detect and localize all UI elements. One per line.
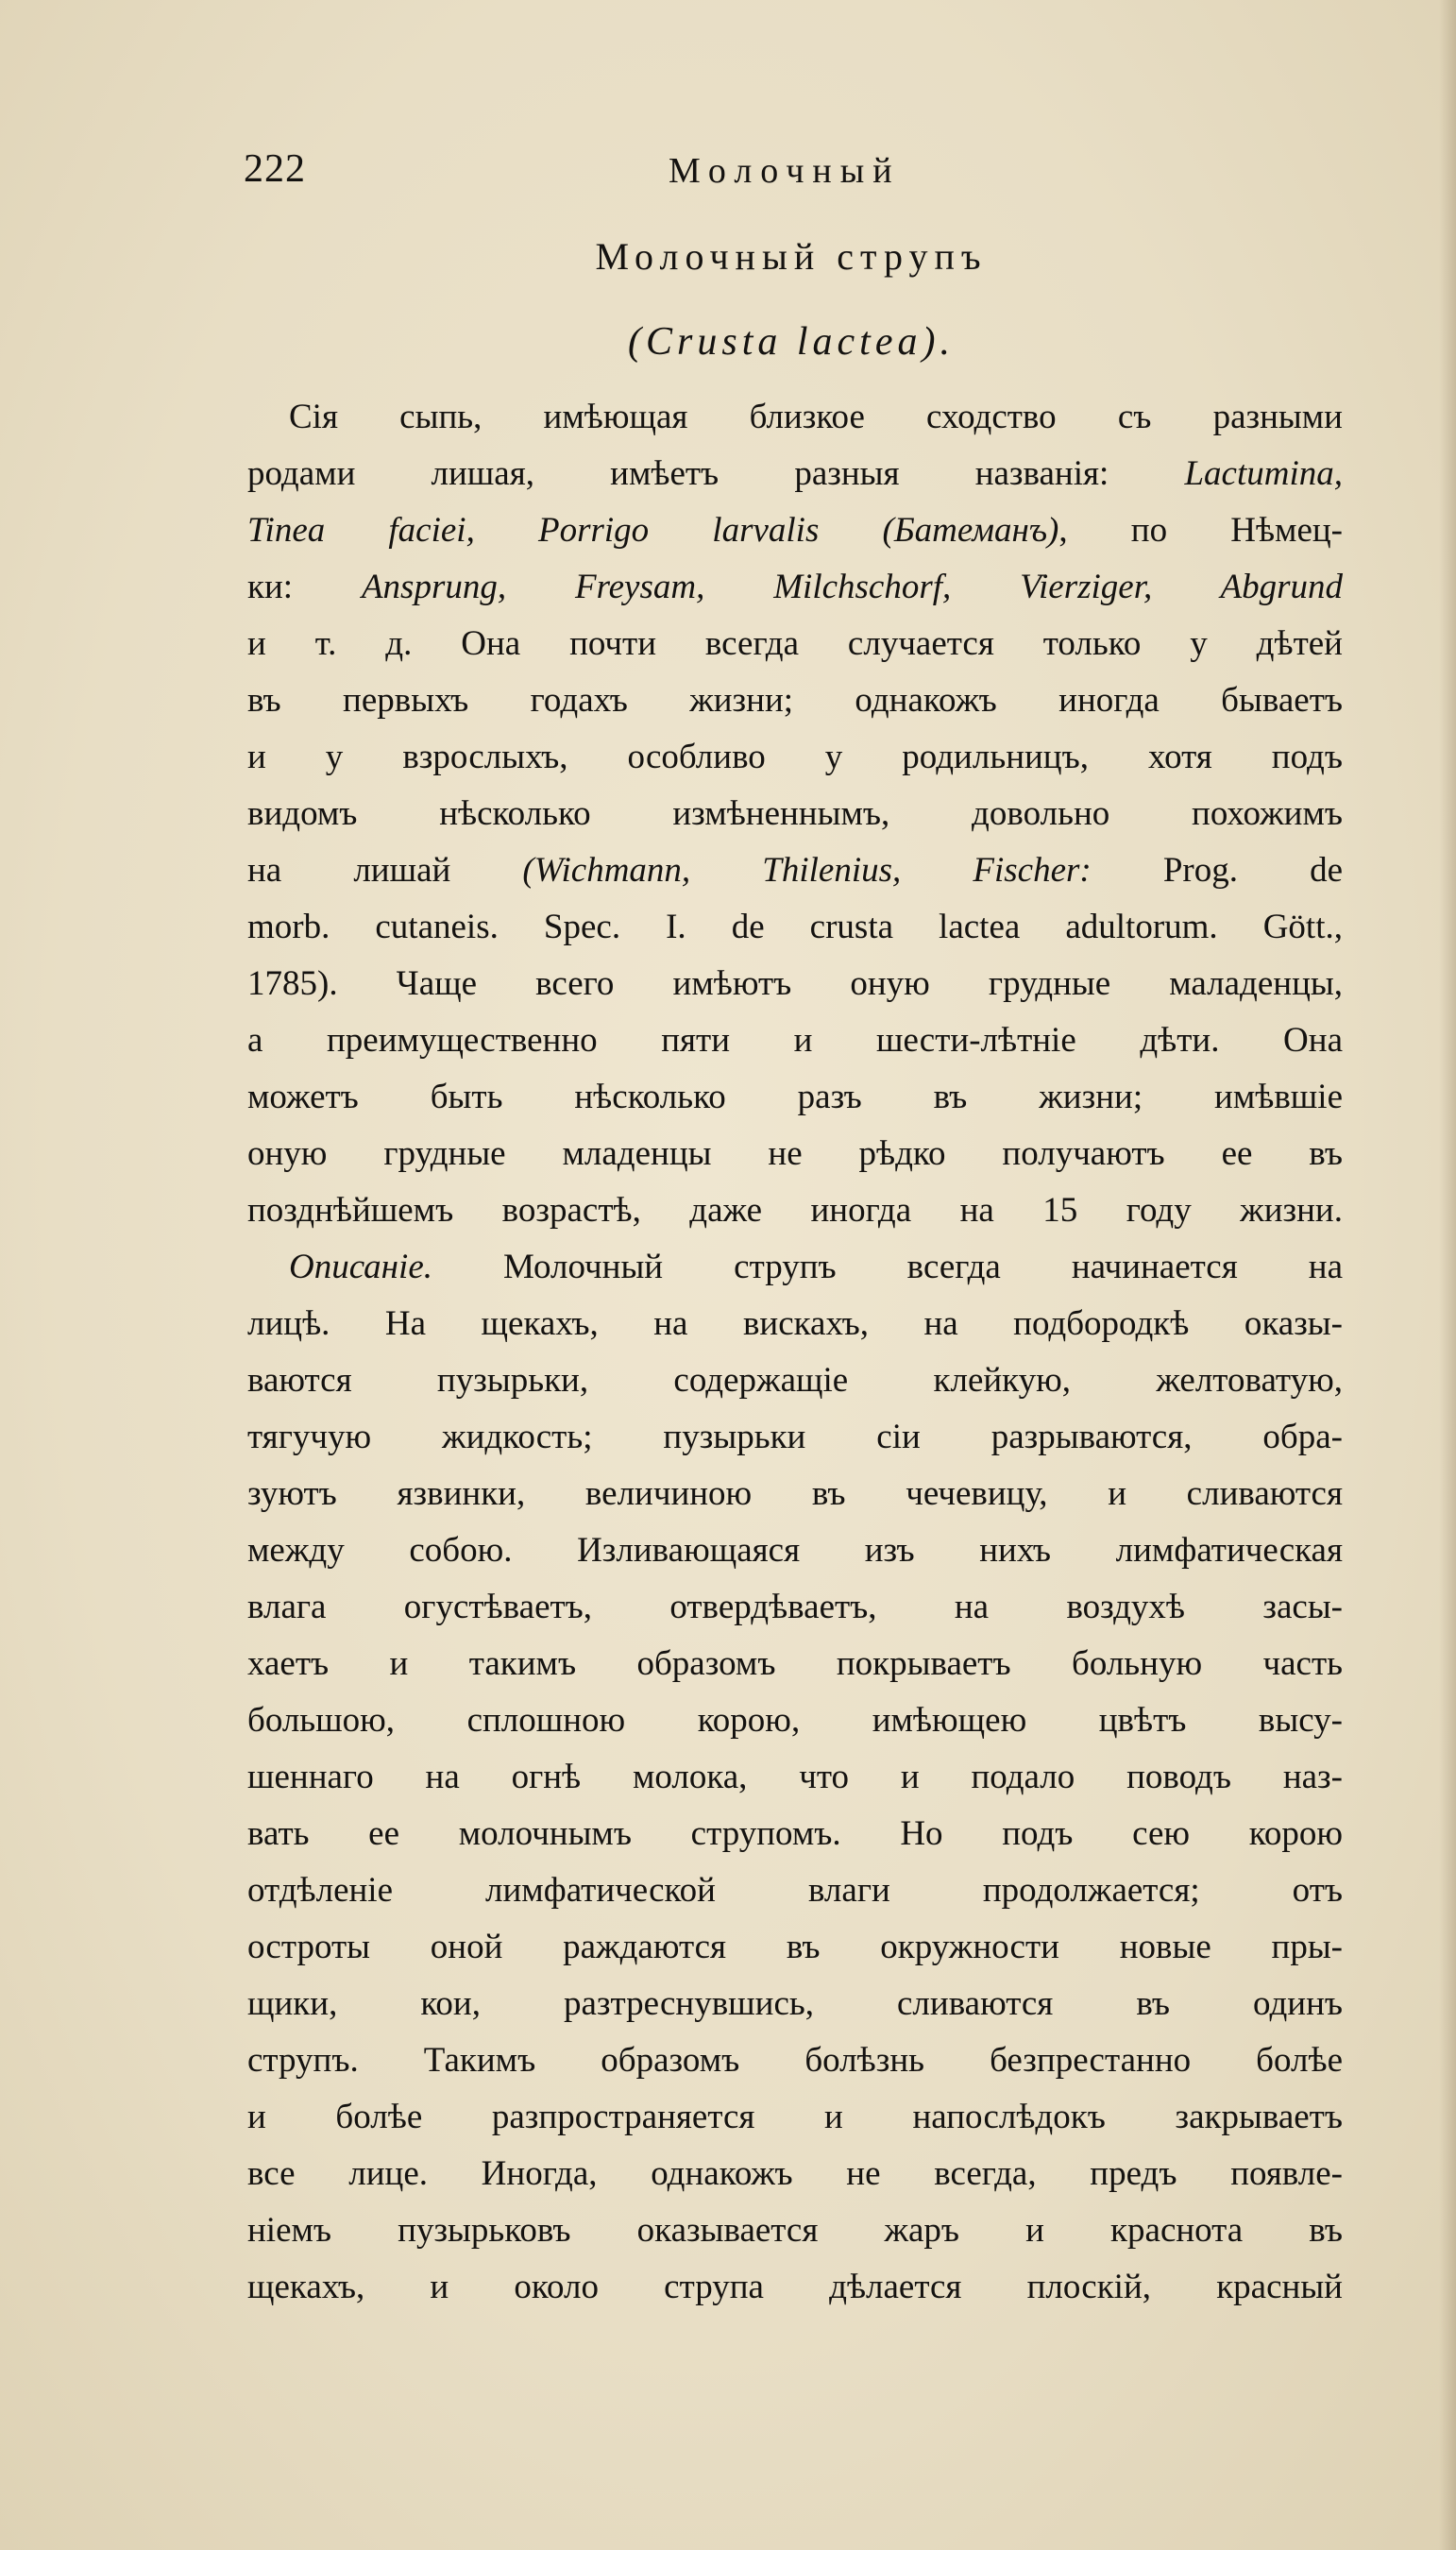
text-line: [247, 2032, 1343, 2089]
text-segment: тягучую жидкость; пузырьки сіи разрываются, обра-: [247, 1418, 1343, 1456]
text-segment: позднѣйшемъ возрастѣ, даже иногда на 15 году жизни.: [247, 1191, 1343, 1230]
text-line: [247, 1466, 1343, 1522]
text-line: [247, 1976, 1343, 2032]
text-segment: въ первыхъ годахъ жизни; однакожъ иногда бываетъ: [247, 681, 1343, 720]
text-segment: morb. cutaneis. Spec. I. de crusta lactea adultorum. Gött.,: [247, 908, 1343, 946]
text-segment: большою, сплошною корою, имѣющею цвѣтъ высу-: [247, 1701, 1343, 1740]
text-segment: и болѣе разпространяется и напослѣдокъ закрываетъ: [247, 2098, 1343, 2136]
text-segment: оную грудные младенцы не рѣдко получаютъ ее въ: [247, 1134, 1343, 1173]
text-segment: остроты оной раждаются въ окружности новые пры-: [247, 1928, 1343, 1966]
italic-text-segment: (Wichmann, Thilenius, Fischer:: [522, 851, 1092, 890]
text-line: [247, 2259, 1343, 2316]
text-line: [247, 1692, 1343, 1749]
text-line: [247, 389, 1343, 446]
text-segment: зуютъ язвинки, величиною въ чечевицу, и сливаются: [247, 1474, 1343, 1513]
text-line: [247, 446, 1343, 502]
text-segment: щекахъ, и около струпа дѣлается плоскій, красный: [247, 2268, 1343, 2306]
text-line: [247, 786, 1343, 842]
text-segment: а преимущественно пяти и шести-лѣтніе дѣти. Она: [247, 1021, 1343, 1060]
text-line: [247, 1069, 1343, 1126]
text-segment: отдѣленіе лимфатической влаги продолжается; отъ: [247, 1871, 1343, 1910]
text-segment: струпъ. Такимъ образомъ болѣзнь безпрестанно болѣе: [247, 2041, 1343, 2080]
text-line: [247, 1636, 1343, 1692]
body-text: [247, 389, 1343, 2316]
section-subtitle: (Crusta lactea).: [628, 320, 955, 364]
text-line: [247, 1239, 1343, 1296]
text-line: [247, 672, 1343, 729]
text-segment: на лишай: [247, 851, 523, 890]
text-line: [247, 1409, 1343, 1466]
text-line: [247, 842, 1343, 899]
text-line: [247, 2089, 1343, 2146]
text-line: [247, 899, 1343, 956]
text-line: [247, 1012, 1343, 1069]
text-segment: родами лишая, имѣетъ разныя названія:: [247, 454, 1185, 493]
section-title: Молочный струпъ: [595, 235, 988, 278]
page-number: 222: [244, 147, 306, 191]
text-line: [247, 502, 1343, 559]
text-segment: Молочный струпъ всегда начинается на: [432, 1248, 1343, 1286]
text-segment: хаетъ и такимъ образомъ покрываетъ больную часть: [247, 1644, 1343, 1683]
text-segment: щики, кои, разтреснувшись, сливаются въ одинъ: [247, 1984, 1343, 2023]
italic-text-segment: Lactumina,: [1184, 454, 1343, 493]
italic-text-segment: Описаніе.: [289, 1248, 432, 1286]
text-line: [247, 1806, 1343, 1862]
text-segment: ніемъ пузырьковъ оказывается жаръ и краснота въ: [247, 2211, 1343, 2250]
running-head: Молочный: [669, 151, 901, 191]
text-line: [247, 559, 1343, 616]
text-line: [247, 1296, 1343, 1352]
text-line: [247, 1862, 1343, 1919]
text-segment: Сія сыпь, имѣющая близкое сходство съ разными: [289, 398, 1343, 436]
page-edge-shadow: [1439, 0, 1456, 2550]
text-line: [247, 2202, 1343, 2259]
page-header: [244, 146, 1339, 203]
text-segment: ваются пузырьки, содержащіе клейкую, желтоватую,: [247, 1361, 1343, 1400]
text-segment: влага огустѣваетъ, отвердѣваетъ, на воздухѣ засы-: [247, 1588, 1343, 1626]
text-line: [247, 956, 1343, 1012]
text-line: [247, 1579, 1343, 1636]
text-line: [247, 1126, 1343, 1182]
text-line: [247, 616, 1343, 672]
text-segment: и у взрослыхъ, особливо у родильницъ, хотя подъ: [247, 738, 1343, 776]
text-line: [247, 1919, 1343, 1976]
text-segment: можетъ быть нѣсколько разъ въ жизни; имѣвшіе: [247, 1078, 1343, 1116]
text-line: [247, 2146, 1343, 2202]
text-segment: 1785). Чаще всего имѣютъ оную грудные маладенцы,: [247, 964, 1343, 1003]
text-segment: вать ее молочнымъ струпомъ. Но подъ сею корою: [247, 1814, 1343, 1853]
text-segment: между собою. Изливающаяся изъ нихъ лимфатическая: [247, 1531, 1343, 1570]
text-line: [247, 1182, 1343, 1239]
text-segment: все лице. Иногда, однакожъ не всегда, предъ появле-: [247, 2154, 1343, 2193]
text-segment: шеннаго на огнѣ молока, что и подало поводъ наз-: [247, 1758, 1343, 1796]
text-segment: и т. д. Она почти всегда случается только у дѣтей: [247, 624, 1343, 663]
italic-text-segment: Ansprung, Freysam, Milchschorf, Vierziger, Abgrund: [361, 568, 1343, 606]
text-line: [247, 1749, 1343, 1806]
text-segment: лицѣ. На щекахъ, на вискахъ, на подбородкѣ оказы-: [247, 1304, 1343, 1343]
text-line: [247, 1522, 1343, 1579]
text-segment: , по Нѣмец-: [1058, 511, 1343, 550]
text-segment: Prog. de: [1091, 851, 1343, 890]
italic-text-segment: Tinea faciei, Porrigo larvalis (Батеманъ): [247, 511, 1059, 550]
text-segment: видомъ нѣсколько измѣненнымъ, довольно похожимъ: [247, 794, 1343, 833]
text-segment: ки:: [247, 568, 362, 606]
text-line: [247, 1352, 1343, 1409]
text-line: [247, 729, 1343, 786]
